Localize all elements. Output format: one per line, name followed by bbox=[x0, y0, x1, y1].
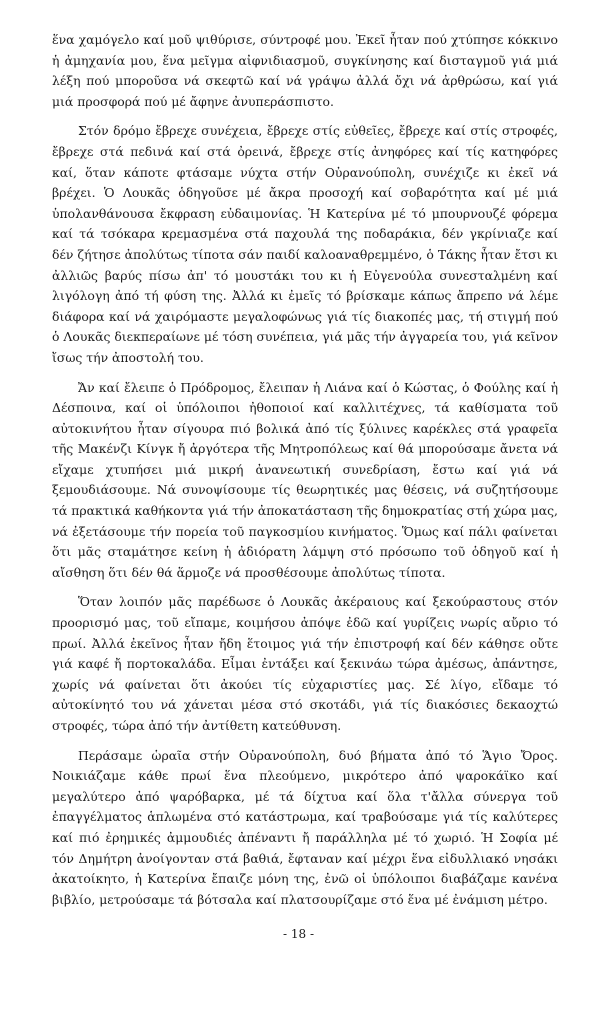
paragraph-1: ἕνα χαμόγελο καί μοῦ ψιθύρισε, σύντροφέ μου. Ἐκεῖ ἦταν πού χτύπησε κόκκινο ἡ ἀμηχανία μου, ἕνα μεῖγμα αἰφνιδιασμοῦ, συγκίνησης καί δισταγμοῦ γιά μιά λέξη πού μποροῦσα νά σκεφτῶ καί νά γράψω ἀλλά ὄχι νά ἀρθρώσω, καί γιά μιά προσφορά πού μέ ἄφηνε ἀνυπεράσπιστο. bbox=[52, 32, 558, 109]
paragraph-4: Ὅταν λοιπόν μᾶς παρέδωσε ὁ Λουκᾶς ἀκέραιους καί ξεκούραστους στόν προορισμό μας, τοῦ εἴπαμε, κοιμήσου ἀπόψε ἐδῶ καί γυρίζεις νωρίς αὔριο τό πρωί. Ἀλλά ἐκεῖνος ἦταν ἤδη ἕτοιμος γιά τήν ἐπιστροφή καί δέν κάθησε οὔτε γιά καφέ ἤ πορτοκαλάδα. Εἶμαι ἐντάξει καί ξεκινάω τώρα ἀμέσως, ἀπάντησε, χωρίς νά φαίνεται ὅτι ἀκούει τίς εὐχαριστίες μας. Σέ λίγο, εἴδαμε τό αὐτοκίνητό του νά χάνεται μέσα στό σκοτάδι, γιά τίς διακόσιες δεκαοχτώ στροφές, τώρα ἀπό τήν ἀντίθετη κατεύθυνση. bbox=[52, 594, 558, 733]
page-body bbox=[52, 30, 558, 919]
paragraph-5: Περάσαμε ὡραῖα στήν Οὐρανούπολη, δυό βήματα ἀπό τό Ἅγιο Ὄρος. Νοικιάζαμε κάθε πρωί ἕνα πλεούμενο, μικρότερο ἀπό ψαροκάϊκο καί μεγαλύτερο ἀπό ψαρόβαρκα, μέ τά δίχτυα καί ὅλα τ'ἄλλα σύνεργα τοῦ ἐπαγγέλματος ἁπλωμένα στό κατάστρωμα, καί τραβούσαμε γιά τίς καλύτερες καί πιό ἐρημικές ἀμμουδιές ἀπέναντι ἤ παράλληλα μέ τό χωριό. Ἡ Σοφία μέ τόν Δημήτρη ἀνοίγονταν στά βαθιά, ἔφταναν καί μέχρι ἕνα εἰδυλλιακό νησάκι ἀκατοίκητο, ἡ Κατερίνα ἔπαιζε μόνη της, ἐνῶ οἱ ὑπόλοιποι διαβάζαμε κανένα βιβλίο, μετρούσαμε τά βότσαλα καί πλατσουρίζαμε στό ἕνα μέ ἐνάμιση μέτρο. bbox=[52, 747, 558, 907]
page-number: - 18 - bbox=[282, 927, 314, 941]
paragraph-2: Στόν δρόμο ἔβρεχε συνέχεια, ἔβρεχε στίς εὐθεῖες, ἔβρεχε καί στίς στροφές, ἔβρεχε στά πεδινά καί στά ὀρεινά, ἔβρεχε στίς ἀνηφόρες καί τίς κατηφόρες καί, ὅταν κάποτε φτάσαμε νύχτα στήν Οὐρανούπολη, συνέχιζε κι ἐκεῖ νά βρέχει. Ὁ Λουκᾶς ὁδηγοῦσε μέ ἄκρα προσοχή καί σοβαρότητα καί μέ μιά ὑπολανθάνουσα ἔκφραση εὐδαιμονίας. Ἡ Κατερίνα μέ τό μπουρνουζέ φόρεμα καί τά τσόκαρα κρεμασμένα στά παχουλά της ποδαράκια, δέν γκρίνιαζε καί δέν ζήτησε ἀπολύτως τίποτα σάν παιδί καλοαναθρεμμένο, ὁ Τάκης ἦταν ἔτσι κι ἀλλιῶς βαρύς πίσω ἀπ' τό μουστάκι του κι ἡ Εὐγενούλα συνεσταλμένη καί λιγόλογη ἀπό τή φύση της. Ἀλλά κι ἐμεῖς τό βρίσκαμε κάπως ἄπρεπο νά λέμε διάφορα καί νά χαιρόμαστε μεγαλοφώνως γιά τίς διακοπές μας, τή στιγμή πού ὁ Λουκᾶς διεκπεραίωνε μέ τόση συνέπεια, γιά μᾶς τήν ἀγγαρεία του, γιά κεῖνον ἴσως τήν ἀποστολή του. bbox=[52, 123, 558, 365]
paragraph-3: Ἄν καί ἔλειπε ὁ Πρόδρομος, ἔλειπαν ἡ Λιάνα καί ὁ Κώστας, ὁ Φούλης καί ἡ Δέσποινα, καί οἱ ὑπόλοιποι ἠθοποιοί καί καλλιτέχνες, τά καθίσματα τοῦ αὐτοκινήτου ἦταν σίγουρα πιό βολικά ἀπό τίς ξύλινες καρέκλες στά γραφεῖα τῆς Μακένζι Κίνγκ ἤ ἀργότερα τῆς Μητροπόλεως καί θά μπορούσαμε ἄνετα νά εἴχαμε χτυπήσει μιά μικρή ἀνανεωτική συνεδρίαση, ἔστω καί γιά νά ξεμουδιάσουμε. Νά συνοψίσουμε τίς θεωρητικές μας θέσεις, νά συζητήσουμε τά πρακτικά καθήκοντα γιά τήν ἀποκατάσταση τῆς δημοκρατίας στή χώρα μας, νά ἐξετάσουμε τήν πορεία τοῦ παγκοσμίου κινήματος. Ὅμως καί πάλι φαίνεται ὅτι μᾶς σταμάτησε κείνη ἡ ἀδιόρατη λάμψη στό πρόσωπο τοῦ ὁδηγοῦ καί ἡ αἴσθηση ὅτι δέν θά ἅρμοζε νά προσθέσουμε ἀπολύτως τίποτα. bbox=[52, 379, 558, 580]
